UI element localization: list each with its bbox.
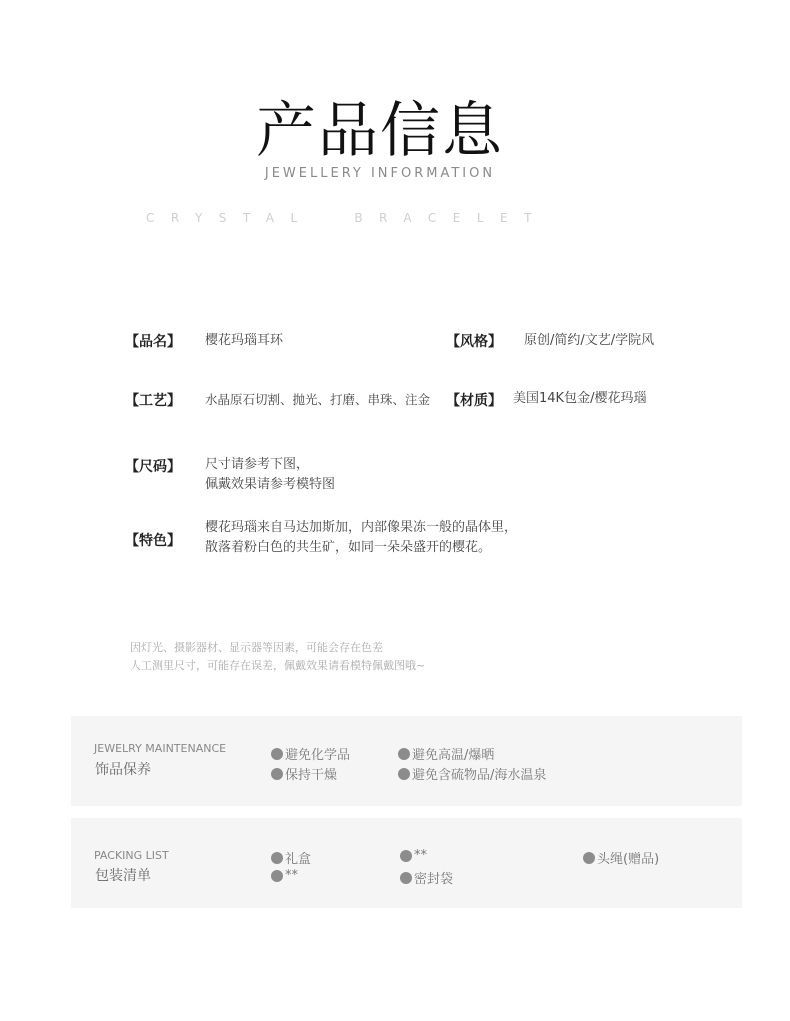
tagline: CRYSTAL BRACELET (146, 211, 548, 225)
maintenance-panel (71, 716, 742, 806)
bullet-dot-icon (271, 852, 283, 864)
page-title: 产品信息 (256, 96, 504, 166)
packing-item: 密封袋 (400, 868, 453, 887)
spec-style-label: 【风格】 (446, 334, 502, 350)
note-line-1: 因灯光、摄影器材、显示器等因素，可能会存在色差 (130, 641, 383, 654)
bullet-dot-icon (271, 870, 283, 882)
packing-title-cn: 包装清单 (95, 868, 151, 884)
maintenance-title-cn: 饰品保养 (95, 762, 151, 778)
maintenance-item: 避免含硫物品/海水温泉 (398, 764, 546, 783)
bullet-dot-icon (400, 872, 412, 884)
bullet-dot-icon (400, 850, 412, 862)
maintenance-item: 避免高温/爆晒 (398, 744, 494, 763)
spec-size-line2: 佩戴效果请参考模特图 (205, 477, 336, 492)
note-line-2: 人工测里尺寸，可能存在误差，佩戴效果请看模特佩戴图哦~ (130, 659, 426, 672)
spec-name-value: 樱花玛瑙耳环 (205, 333, 284, 348)
page-subtitle: JEWELLERY INFORMATION (264, 166, 496, 181)
spec-craft-value: 水晶原石切割、抛光、打磨、串珠、注金 (205, 392, 431, 407)
packing-item: 礼盒 (271, 848, 311, 867)
spec-name-label: 【品名】 (125, 334, 181, 350)
packing-item: 头绳(赠品) (583, 848, 659, 867)
maintenance-item: 保持干燥 (271, 764, 337, 783)
packing-panel (71, 818, 742, 908)
packing-title-en: PACKING LIST (94, 849, 169, 862)
bullet-dot-icon (398, 768, 410, 780)
spec-feature-label: 【特色】 (125, 533, 181, 549)
bullet-dot-icon (271, 768, 283, 780)
maintenance-item: 避免化学品 (271, 744, 350, 763)
spec-material-label: 【材质】 (446, 393, 502, 409)
spec-material-value: 美国14K包金/樱花玛瑙 (513, 391, 647, 406)
packing-item: ** (400, 848, 427, 863)
bullet-dot-icon (583, 852, 595, 864)
spec-size-line1: 尺寸请参考下图， (205, 457, 310, 472)
spec-feature-line2: 散落着粉白色的共生矿，如同一朵朵盛开的樱花。 (205, 540, 492, 555)
spec-feature-line1: 樱花玛瑙来自马达加斯加，内部像果冻一般的晶体里， (205, 520, 518, 535)
bullet-dot-icon (398, 748, 410, 760)
bullet-dot-icon (271, 748, 283, 760)
spec-size-label: 【尺码】 (125, 459, 181, 475)
spec-craft-label: 【工艺】 (125, 393, 181, 409)
maintenance-title-en: JEWELRY MAINTENANCE (94, 742, 227, 755)
spec-style-value: 原创/简约/文艺/学院风 (524, 333, 655, 348)
packing-item: ** (271, 868, 298, 883)
